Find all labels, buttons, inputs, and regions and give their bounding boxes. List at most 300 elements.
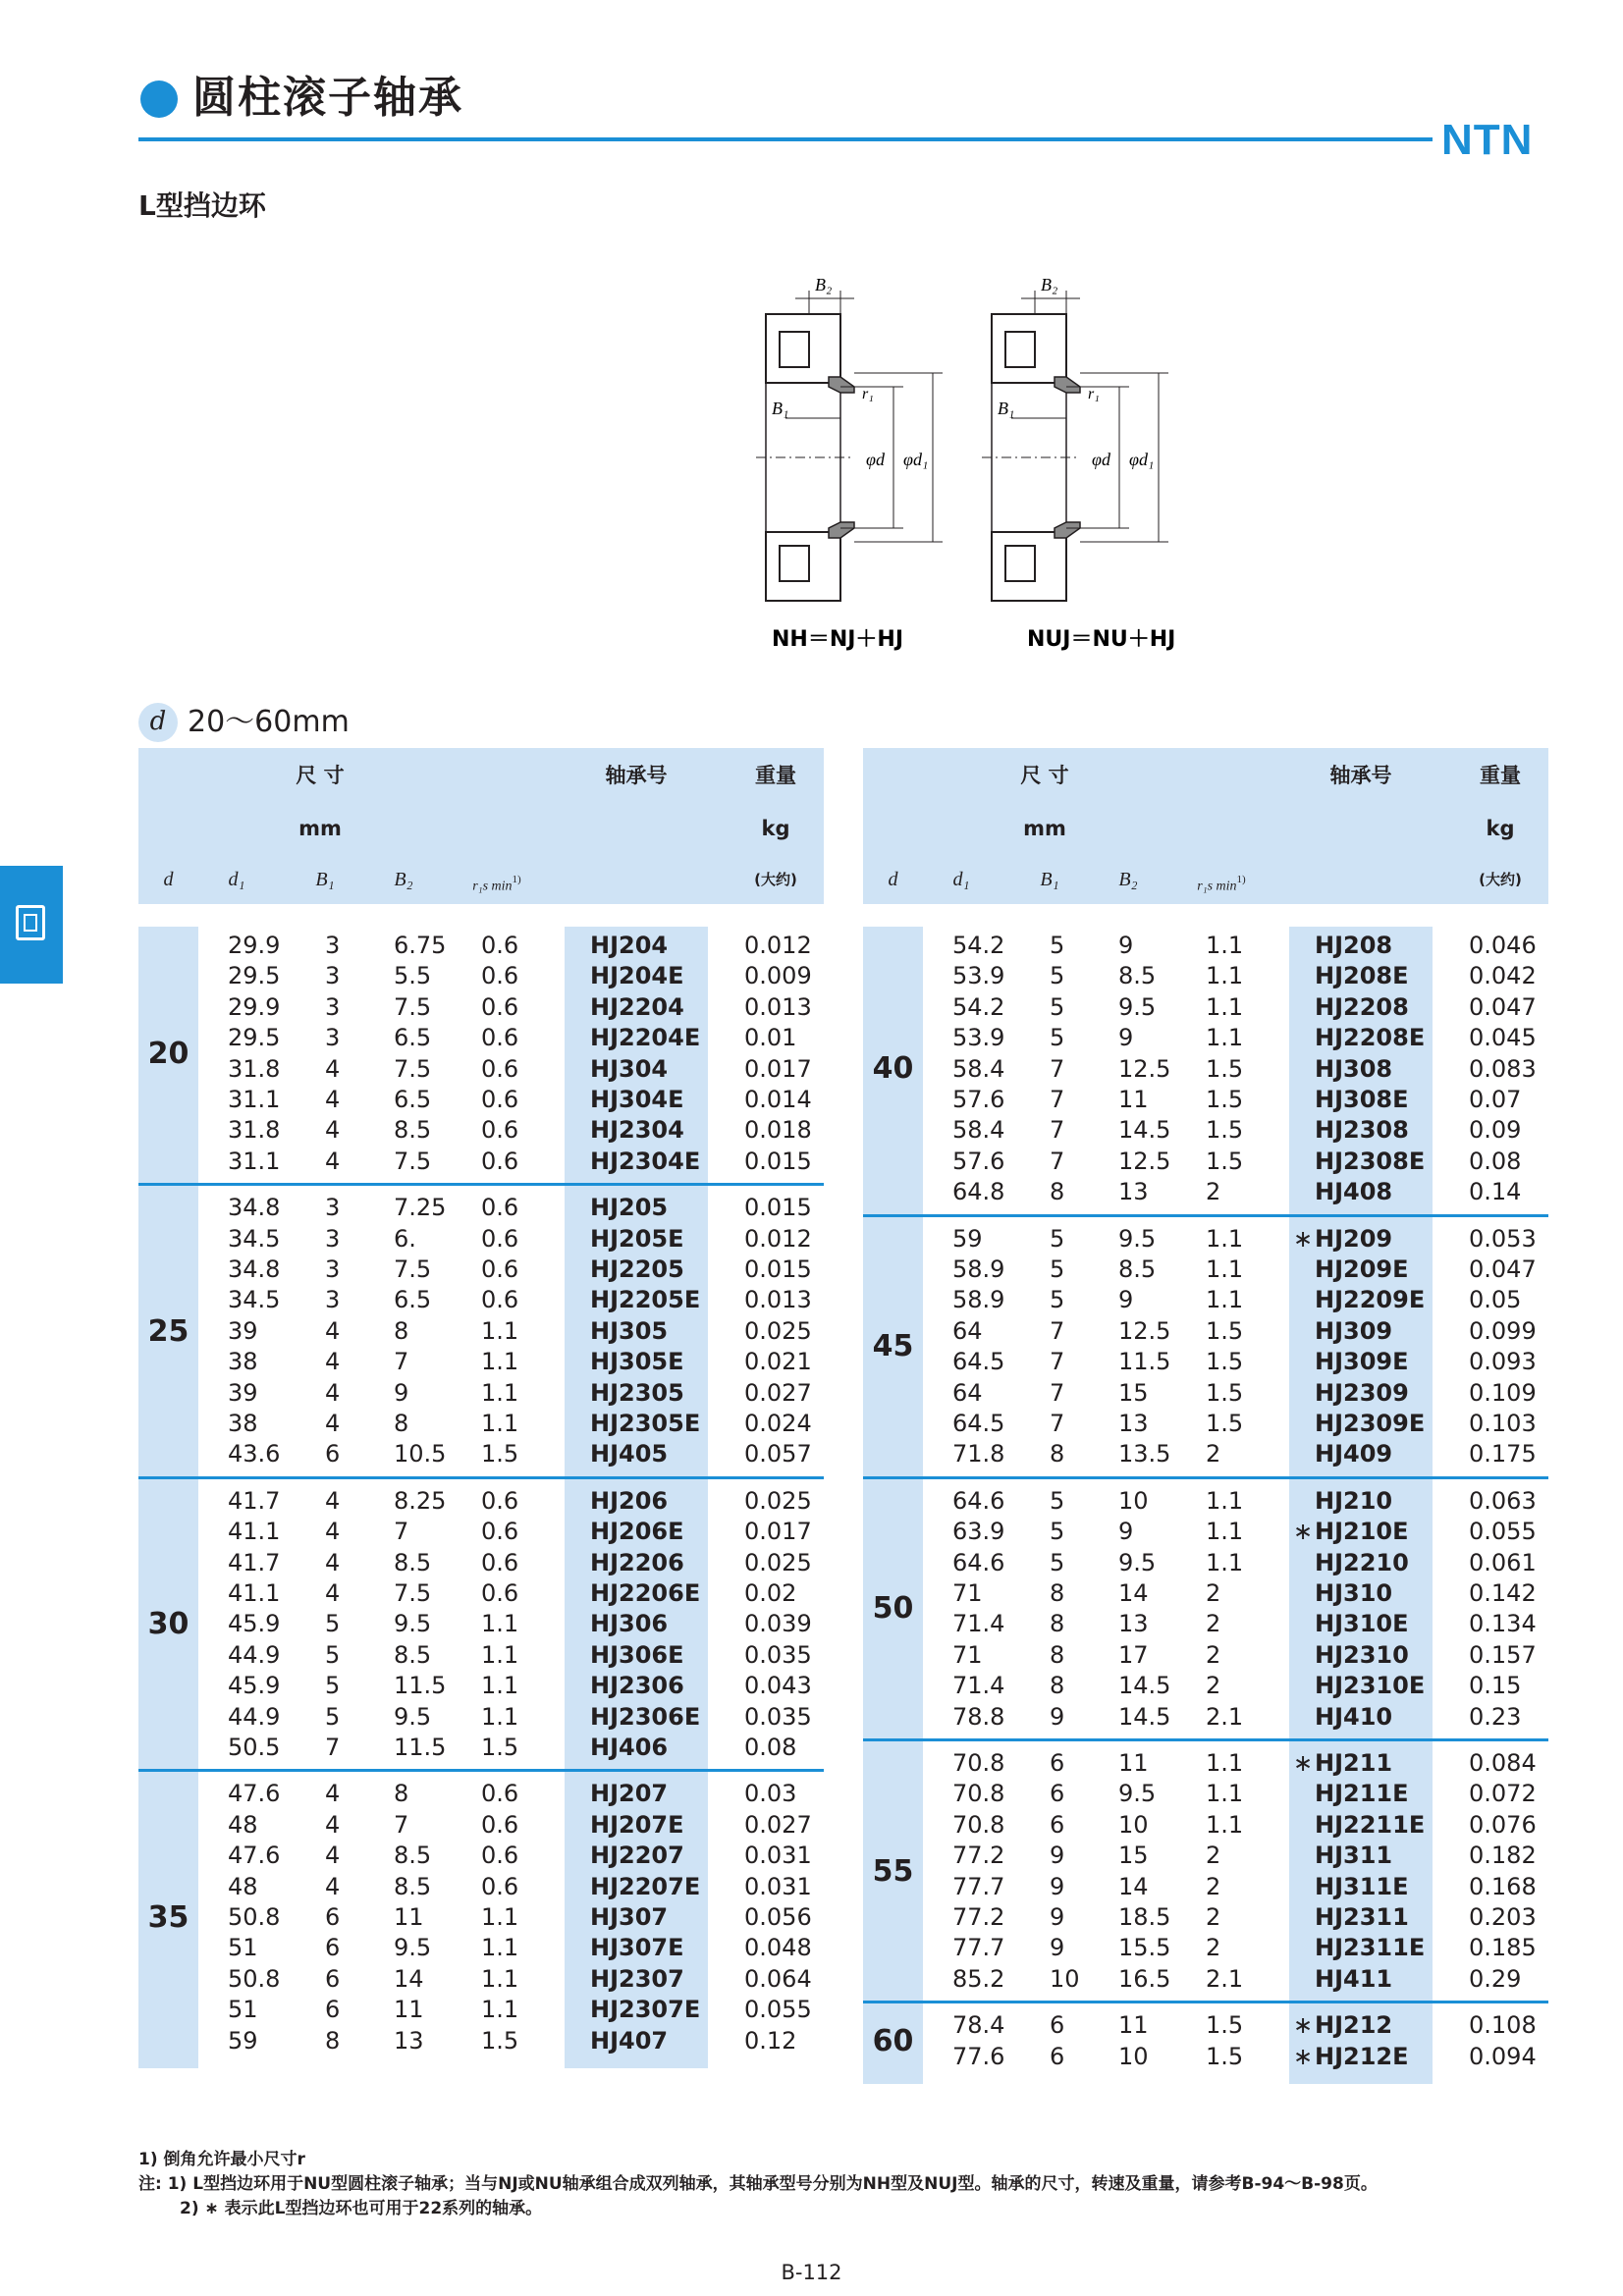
d1-value: 58.4 (952, 1054, 1005, 1083)
header-col-b2: B₂ (1118, 869, 1138, 890)
b2-value: 10.5 (394, 1440, 447, 1468)
d1-value: 51 (228, 1996, 258, 2024)
mass-value: 0.14 (1469, 1178, 1522, 1206)
header-bearing-label: 轴承号 (1329, 764, 1392, 787)
bearing-number-cell (567, 1609, 704, 1639)
dimension-table-left (138, 748, 824, 2140)
d1-value: 64 (952, 1378, 983, 1407)
bearing-number-cell (1291, 992, 1429, 1023)
mass-value: 0.142 (1469, 1579, 1537, 1607)
d1-value: 47.6 (228, 1842, 281, 1870)
r-value: 1.5 (1206, 2011, 1244, 2040)
r-value: 2 (1206, 1640, 1221, 1669)
b2-value: 8.5 (394, 1640, 432, 1669)
b2-value: 10 (1118, 2042, 1149, 2070)
table-row (138, 1779, 824, 1809)
bearing-chapter-icon (16, 905, 45, 940)
mass-value: 0.064 (744, 1964, 812, 1993)
r-value: 1.1 (1206, 932, 1244, 959)
bearing-number-cell (567, 1378, 704, 1409)
b1-value: 3 (325, 1024, 341, 1052)
b1-value: 5 (1050, 1024, 1065, 1052)
bearing-number: HJ310E (1315, 1610, 1409, 1638)
bearing-number-cell (567, 1578, 704, 1609)
b2-value: 12.5 (1118, 1147, 1171, 1175)
mass-value: 0.076 (1469, 1810, 1537, 1839)
r-value: 0.6 (481, 1194, 519, 1222)
mass-value: 0.099 (1469, 1316, 1537, 1345)
dim-b2-left: B₂ (815, 275, 833, 294)
r-value: 2 (1206, 1178, 1221, 1206)
mass-value: 0.012 (744, 1224, 812, 1253)
b2-value: 13 (1118, 1178, 1149, 1206)
bearing-number-cell (1291, 1748, 1429, 1779)
header-col-r-sup: 1) (512, 874, 521, 885)
b1-value: 4 (325, 1348, 341, 1376)
table-row (863, 1578, 1548, 1609)
bearing-number: HJ210 (1315, 1486, 1393, 1515)
b1-value: 3 (325, 1224, 341, 1253)
mass-value: 0.042 (1469, 962, 1537, 990)
mass-value: 0.031 (744, 1872, 812, 1900)
b1-value: 9 (1050, 1934, 1065, 1962)
table-row (863, 1347, 1548, 1377)
header-col-b2: B₂ (394, 869, 413, 890)
d1-value: 50.5 (228, 1734, 281, 1761)
d1-value: 64 (952, 1316, 983, 1345)
table-row (863, 1640, 1548, 1671)
d1-value: 29.9 (228, 932, 281, 959)
table-row (138, 961, 824, 991)
bearing-number: HJ408 (1315, 1178, 1393, 1206)
table-row (863, 1378, 1548, 1409)
b2-value: 9.5 (1118, 1780, 1157, 1808)
table-row (863, 1548, 1548, 1578)
table-row (863, 1439, 1548, 1469)
r-value: 0.6 (481, 1086, 519, 1113)
table-row (138, 1640, 824, 1671)
header-col-b1: B₁ (1040, 869, 1059, 890)
d1-value: 39 (228, 1378, 258, 1407)
table-row (138, 1995, 824, 2025)
group-divider (863, 1214, 1548, 1217)
table-row (863, 961, 1548, 991)
mass-value: 0.027 (744, 1378, 812, 1407)
b1-value: 4 (325, 1842, 341, 1870)
b1-value: 4 (325, 1116, 341, 1145)
b1-value: 6 (1050, 2042, 1065, 2070)
table-row (138, 1486, 824, 1517)
b1-value: 5 (1050, 1255, 1065, 1283)
b2-value: 7.5 (394, 1255, 432, 1283)
b2-value: 8 (394, 1316, 409, 1345)
bearing-number: HJ405 (590, 1440, 669, 1468)
header-mass-label: 重量 (1480, 764, 1521, 787)
bore-diameter: 55 (872, 1853, 914, 1889)
bearing-number: HJ2305E (590, 1410, 701, 1437)
header-dims-label: 尺 寸 (1020, 764, 1069, 787)
table-row (863, 1177, 1548, 1207)
d1-value: 54.2 (952, 992, 1005, 1021)
mass-value: 0.035 (744, 1702, 812, 1731)
bearing-number-cell (1291, 1671, 1429, 1701)
mass-value: 0.063 (1469, 1486, 1537, 1515)
b1-value: 3 (325, 962, 341, 990)
bearing-number: HJ208 (1315, 932, 1393, 959)
b2-value: 7.5 (394, 992, 432, 1021)
b1-value: 4 (325, 1872, 341, 1900)
b2-value: 14.5 (1118, 1672, 1171, 1700)
b1-value: 5 (1050, 1286, 1065, 1314)
bore-range-text: 20～60mm (188, 705, 350, 739)
table-row (863, 1902, 1548, 1933)
table-row (863, 1702, 1548, 1733)
page-title: 圆柱滚子轴承 (192, 73, 463, 123)
header-col-d1: d₁ (952, 869, 970, 890)
d1-value: 57.6 (952, 1086, 1005, 1113)
table-row (138, 1933, 824, 1963)
d1-value: 71 (952, 1579, 983, 1607)
b1-value: 7 (1050, 1348, 1065, 1376)
r-value: 0.6 (481, 962, 519, 990)
mass-value: 0.29 (1469, 1964, 1522, 1993)
r-value: 2.1 (1206, 1702, 1244, 1731)
mass-value: 0.027 (744, 1810, 812, 1839)
table-row (863, 1486, 1548, 1517)
table-row (138, 1841, 824, 1871)
table-row (863, 1872, 1548, 1902)
bearing-number-cell (567, 992, 704, 1023)
table-row (138, 1347, 824, 1377)
mass-value: 0.157 (1469, 1640, 1537, 1669)
table-row (863, 1748, 1548, 1779)
b1-value: 3 (325, 932, 341, 959)
mass-value: 0.08 (1469, 1147, 1522, 1175)
mass-value: 0.203 (1469, 1903, 1537, 1931)
note-2: 2) ∗ 表示此L型挡边环也可用于22系列的轴承。 (180, 2199, 543, 2218)
table-row (863, 1023, 1548, 1053)
table-row (863, 2010, 1548, 2041)
bearing-number: HJ309 (1315, 1316, 1393, 1345)
asterisk-mark: ∗ (1292, 2011, 1314, 2040)
bearing-number-cell (567, 1115, 704, 1146)
r-value: 1.5 (1206, 1086, 1244, 1113)
b2-value: 14.5 (1118, 1116, 1171, 1145)
bearing-number: HJ410 (1315, 1702, 1393, 1731)
r-value: 0.6 (481, 992, 519, 1021)
b1-value: 6 (325, 1996, 341, 2024)
table-row (138, 1255, 824, 1285)
r-value: 1.1 (1206, 1255, 1244, 1283)
mass-value: 0.055 (1469, 1518, 1537, 1546)
b2-value: 14.5 (1118, 1702, 1171, 1731)
b1-value: 5 (1050, 932, 1065, 959)
bearing-number-cell (1291, 1255, 1429, 1285)
b2-value: 11.5 (394, 1734, 447, 1761)
d1-value: 54.2 (952, 932, 1005, 959)
bearing-number-cell (1291, 1409, 1429, 1439)
bearing-number-cell (567, 1193, 704, 1223)
b1-value: 3 (325, 1286, 341, 1314)
bore-range (138, 703, 350, 742)
r-value: 1.1 (481, 1964, 519, 1993)
b1-value: 3 (325, 992, 341, 1021)
bearing-number-cell (567, 1548, 704, 1578)
r-value: 1.1 (1206, 1518, 1244, 1546)
r-value: 1.5 (1206, 2042, 1244, 2070)
r-value: 1.5 (1206, 1147, 1244, 1175)
r-value: 0.6 (481, 1255, 519, 1283)
b1-value: 4 (325, 1054, 341, 1083)
r-value: 1.1 (481, 1316, 519, 1345)
mass-value: 0.021 (744, 1348, 812, 1376)
table-row (863, 1409, 1548, 1439)
bearing-number: HJ2308E (1315, 1147, 1426, 1175)
table-row (138, 1517, 824, 1547)
b1-value: 5 (325, 1610, 341, 1638)
header-col-b1: B₁ (315, 869, 335, 890)
r-value: 0.6 (481, 1518, 519, 1546)
bearing-number: HJ2204E (590, 1024, 701, 1052)
r-value: 0.6 (481, 1548, 519, 1576)
mass-value: 0.015 (744, 1255, 812, 1283)
bearing-number: HJ2206E (590, 1579, 701, 1607)
b2-value: 11 (394, 1903, 424, 1931)
table-row (863, 1085, 1548, 1115)
b1-value: 6 (325, 1903, 341, 1931)
r-value: 0.6 (481, 1286, 519, 1314)
b1-value: 6 (1050, 1749, 1065, 1777)
d1-value: 58.4 (952, 1116, 1005, 1145)
b2-value: 8.5 (1118, 1255, 1157, 1283)
b2-value: 7.5 (394, 1579, 432, 1607)
b2-value: 6.5 (394, 1086, 432, 1113)
asterisk-mark: ∗ (1292, 1749, 1314, 1777)
d1-value: 70.8 (952, 1780, 1005, 1808)
bearing-number-cell (567, 1439, 704, 1469)
r-value: 0.6 (481, 1116, 519, 1145)
b1-value: 3 (325, 1255, 341, 1283)
r-value: 1.1 (1206, 1486, 1244, 1515)
bearing-number-cell (1291, 1378, 1429, 1409)
b2-value: 13 (394, 2026, 424, 2055)
header-mass-unit: kg (1486, 817, 1515, 840)
mass-value: 0.017 (744, 1518, 812, 1546)
r-value: 1.1 (1206, 962, 1244, 990)
bearing-number-cell (1291, 1702, 1429, 1733)
d1-value: 58.9 (952, 1286, 1005, 1314)
mass-value: 0.025 (744, 1316, 812, 1345)
table-row (138, 1702, 824, 1733)
bearing-number-cell (1291, 1841, 1429, 1871)
header-mass-unit: kg (761, 817, 790, 840)
mass-value: 0.015 (744, 1194, 812, 1222)
table-row (138, 1578, 824, 1609)
d1-value: 58.9 (952, 1255, 1005, 1283)
bore-diameter: 40 (872, 1051, 914, 1087)
bearing-number-cell (567, 1810, 704, 1841)
r-value: 0.6 (481, 1486, 519, 1515)
b2-value: 8 (394, 1780, 409, 1808)
b2-value: 8.5 (394, 1116, 432, 1145)
dim-r1-right: r₁ (1088, 386, 1100, 402)
d1-value: 77.7 (952, 1934, 1005, 1962)
group-divider (138, 1476, 824, 1479)
bearing-cross-section-diagrams (746, 255, 1257, 667)
b2-value: 17 (1118, 1640, 1149, 1669)
asterisk-mark: ∗ (1292, 2042, 1314, 2070)
d1-value: 44.9 (228, 1702, 281, 1731)
bearing-number: HJ209 (1315, 1224, 1393, 1253)
note-1: 注: 1) L型挡边环用于NU型圆柱滚子轴承；当与NJ或NU轴承组合成双列轴承，其轴承型号分别为NH型及NUJ型。轴承的尺寸，转速及重量，请参考B-94～B-98页。 (138, 2174, 1378, 2194)
d1-value: 78.4 (952, 2011, 1005, 2040)
r-value: 0.6 (481, 1780, 519, 1808)
b2-value: 8.5 (394, 1842, 432, 1870)
d1-value: 64.5 (952, 1410, 1005, 1437)
bearing-number-cell (567, 1964, 704, 1995)
b2-value: 13.5 (1118, 1440, 1171, 1468)
mass-value: 0.182 (1469, 1842, 1537, 1870)
bearing-number-cell (567, 1347, 704, 1377)
r-value: 1.1 (1206, 992, 1244, 1021)
table-row (138, 1316, 824, 1347)
b2-value: 6.5 (394, 1286, 432, 1314)
d1-value: 34.5 (228, 1286, 281, 1314)
b2-value: 11.5 (394, 1672, 447, 1700)
table-row (138, 1147, 824, 1177)
d1-value: 48 (228, 1810, 258, 1839)
r-value: 1.1 (481, 1410, 519, 1437)
table-row (863, 1933, 1548, 1963)
d1-value: 64.5 (952, 1348, 1005, 1376)
r-value: 1.1 (481, 1378, 519, 1407)
b2-value: 9.5 (394, 1702, 432, 1731)
bearing-number-cell (567, 931, 704, 961)
r-value: 2 (1206, 1903, 1221, 1931)
b1-value: 9 (1050, 1903, 1065, 1931)
r-value: 1.1 (481, 1348, 519, 1376)
bearing-number-cell (567, 1285, 704, 1315)
b1-value: 4 (325, 1147, 341, 1175)
table-row (863, 992, 1548, 1023)
d1-value: 71.8 (952, 1440, 1005, 1468)
mass-value: 0.103 (1469, 1410, 1537, 1437)
bearing-number-cell (567, 1023, 704, 1053)
header-col-r-sup: 1) (1236, 874, 1246, 885)
r-value: 2.1 (1206, 1964, 1244, 1993)
table-row (138, 1115, 824, 1146)
table-row (863, 1316, 1548, 1347)
b2-value: 7 (394, 1518, 409, 1546)
brand-logo: NTN (1441, 116, 1534, 164)
b1-value: 5 (1050, 1548, 1065, 1576)
table-row (863, 1609, 1548, 1639)
d1-value: 57.6 (952, 1147, 1005, 1175)
b2-value: 13 (1118, 1410, 1149, 1437)
asterisk-mark: ∗ (1292, 1518, 1314, 1546)
bearing-number-cell (1291, 1147, 1429, 1177)
bearing-number: HJ211E (1315, 1780, 1409, 1808)
bearing-number: HJ206E (590, 1518, 684, 1546)
mass-value: 0.047 (1469, 1255, 1537, 1283)
bearing-number: HJ304E (590, 1086, 684, 1113)
mass-value: 0.08 (744, 1734, 797, 1761)
group-divider (138, 1769, 824, 1772)
table-header (863, 748, 1548, 904)
bearing-number: HJ210E (1315, 1518, 1409, 1546)
header-col-d: d (163, 869, 174, 890)
r-value: 1.1 (481, 1903, 519, 1931)
table-row (863, 1810, 1548, 1841)
b1-value: 7 (1050, 1147, 1065, 1175)
b2-value: 14 (394, 1964, 424, 1993)
b2-value: 9 (1118, 1518, 1134, 1546)
bearing-number-cell (567, 1224, 704, 1255)
b1-value: 8 (1050, 1440, 1065, 1468)
mass-value: 0.055 (744, 1996, 812, 2024)
bearing-number-cell (567, 1409, 704, 1439)
d1-value: 64.6 (952, 1548, 1005, 1576)
b2-value: 18.5 (1118, 1903, 1171, 1931)
bearing-number-cell (567, 1517, 704, 1547)
bore-diameter: 45 (872, 1329, 914, 1364)
d1-value: 59 (228, 2026, 258, 2055)
b1-value: 4 (325, 1579, 341, 1607)
r-value: 1.1 (481, 1610, 519, 1638)
d1-value: 71.4 (952, 1610, 1005, 1638)
r-value: 0.6 (481, 1872, 519, 1900)
b2-value: 12.5 (1118, 1054, 1171, 1083)
mass-value: 0.046 (1469, 932, 1537, 959)
bore-diameter: 50 (872, 1591, 914, 1627)
header-mass-note: (大约) (754, 871, 797, 888)
mass-value: 0.175 (1469, 1440, 1537, 1468)
bearing-number-cell (1291, 1177, 1429, 1207)
b2-value: 16.5 (1118, 1964, 1171, 1993)
bearing-number-cell (1291, 1023, 1429, 1053)
table-row (138, 1224, 824, 1255)
bearing-number-cell (567, 2026, 704, 2056)
bearing-number: HJ211 (1315, 1749, 1393, 1777)
table-row (138, 2026, 824, 2056)
d1-value: 31.8 (228, 1054, 281, 1083)
b2-value: 7 (394, 1348, 409, 1376)
dim-b1-right: B₁ (998, 399, 1015, 418)
mass-value: 0.057 (744, 1440, 812, 1468)
r-value: 1.1 (1206, 1224, 1244, 1253)
bearing-number-cell (1291, 1964, 1429, 1995)
bearing-number: HJ205 (590, 1194, 669, 1222)
d1-value: 70.8 (952, 1810, 1005, 1839)
dim-r1-left: r₁ (862, 386, 874, 402)
d1-value: 44.9 (228, 1640, 281, 1669)
r-value: 1.1 (1206, 1780, 1244, 1808)
section-subtitle: L型挡边环 (138, 189, 266, 222)
b1-value: 4 (325, 1410, 341, 1437)
b2-value: 8 (394, 1410, 409, 1437)
table-row (863, 1054, 1548, 1085)
bearing-number-cell (567, 1733, 704, 1763)
bearing-number: HJ205E (590, 1224, 684, 1253)
mass-value: 0.014 (744, 1086, 812, 1113)
mass-value: 0.061 (1469, 1548, 1537, 1576)
d1-value: 71 (952, 1640, 983, 1669)
dimension-table-right (863, 748, 1548, 2140)
bearing-number: HJ2311E (1315, 1934, 1426, 1962)
b2-value: 8.25 (394, 1486, 447, 1515)
bearing-number-cell (567, 1316, 704, 1347)
mass-value: 0.013 (744, 992, 812, 1021)
